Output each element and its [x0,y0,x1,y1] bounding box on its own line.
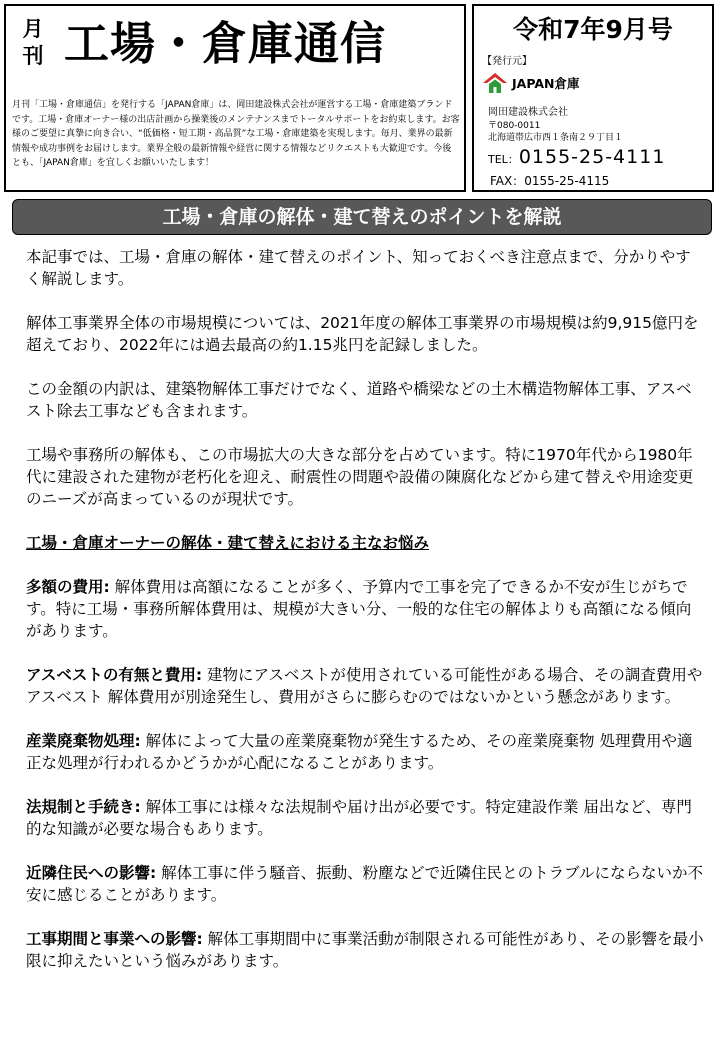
masthead-box [4,4,466,192]
monthly-label-top: 月 [22,17,44,41]
phone-label: TEL： [488,153,519,166]
paragraph-market-size: 解体工事業界全体の市場規模については、2021年度の解体工事業界の市場規模は約9,915億円を超えており、2022年には過去最高の約1.15兆円を記録しました。 [26,314,699,354]
issue-date: 令和7年9月号 [513,15,673,44]
company-logo [482,72,579,94]
concern-item [26,730,706,774]
article-body [26,246,706,994]
concern-text: 解体工事に伴う騒音、振動、粉塵などで近隣住民とのトラブルにならないか不安に感じることがあります。 [26,864,704,904]
monthly-label [16,16,50,70]
concern-text: 解体費用は高額になることが多く、予算内で工事を完了できるか不安が生じがちです。特に工場・事務所解体費用は、規模が大きい分、一般的な住宅の解体よりも高額になる傾向があります。 [26,578,692,640]
newsletter-intro: 月刊「工場・倉庫通信」を発行する「JAPAN倉庫」は、岡田建設株式会社が運営する工場・倉庫建築ブランドです。工場・倉庫オーナー様の出店計画から操業後のメンテナンスまでトータルサポートをお約束します。お客様のご要望に真摯に向き合い、“低価格・短工期・高品質”な工場・倉庫建築を実現します。毎月、業界の最新情報や成功事例をお届けします。業界全般の最新情報や経営に関する情報などリクエストも大歓迎です。今後とも、「JAPAN倉庫」を宜しくお願いいたします！ [12,100,460,168]
company-name: 岡田建設株式会社 [488,107,568,118]
section-heading: 工場・倉庫オーナーの解体・建て替えにおける主なお悩み [26,534,430,552]
house-roof-logo-icon [482,72,508,94]
concern-item [26,576,706,642]
company-address [488,120,623,144]
phone-row [488,146,665,168]
publisher-label: 【発行元】 [482,56,532,67]
concern-item [26,928,706,972]
article-title-banner: 工場・倉庫の解体・建て替えのポイントを解説 [12,199,712,235]
monthly-label-bottom: 刊 [22,44,44,68]
concern-text: 解体によって大量の産業廃棄物が発生するため、その産業廃棄物 処理費用や適正な処理が行われるかどうかが心配になることがあります。 [26,732,693,772]
concern-lead: 多額の費用: [26,578,110,596]
paragraph-factory-demolition: 工場や事務所の解体も、この市場拡大の大きな部分を占めています。特に1970年代から1980年代に建設された建物が老朽化を迎え、耐震性の問題や設備の陳腐化などから建て替えや用途変更のニーズが高まっているのが現状です。 [26,446,694,508]
concern-lead: 産業廃棄物処理: [26,732,141,750]
concern-lead: 近隣住民への影響: [26,864,157,882]
concern-text: 解体工事期間中に事業活動が制限される可能性があり、その影響を最小限に抑えたいという悩みがあります。 [26,930,704,970]
street-address: 北海道帯広市西１条南２９丁目１ [488,133,624,143]
concern-item [26,664,706,708]
newsletter-title: 工場・倉庫通信 [64,17,387,70]
phone-number: 0155-25-4111 [518,146,666,168]
concern-lead: 工事期間と事業への影響: [26,930,203,948]
concern-text: 解体工事には様々な法規制や届け出が必要です。特定建設作業 届出など、専門的な知識が必要な場合もあります。 [26,798,692,838]
concern-item [26,862,706,906]
concern-lead: 法規制と手続き: [26,798,141,816]
fax-number: FAX：0155-25-4115 [490,174,610,188]
paragraph-breakdown: この金額の内訳は、建築物解体工事だけでなく、道路や橋梁などの土木構造物解体工事、アスベスト除去工事なども含まれます。 [26,380,692,420]
publisher-box [472,4,714,192]
paragraph-intro: 本記事では、工場・倉庫の解体・建て替えのポイント、知っておくべき注意点まで、分かりやすく解説します。 [26,248,691,288]
concern-text: 建物にアスベストが使用されている可能性がある場合、その調査費用やアスベスト 解体費用が別途発生し、費用がさらに膨らむのではないかという懸念があります。 [26,666,703,706]
concern-item [26,796,706,840]
logo-text: JAPAN倉庫 [512,76,580,91]
concern-lead: アスベストの有無と費用: [26,666,203,684]
postal-code: 〒080-0011 [488,121,541,131]
